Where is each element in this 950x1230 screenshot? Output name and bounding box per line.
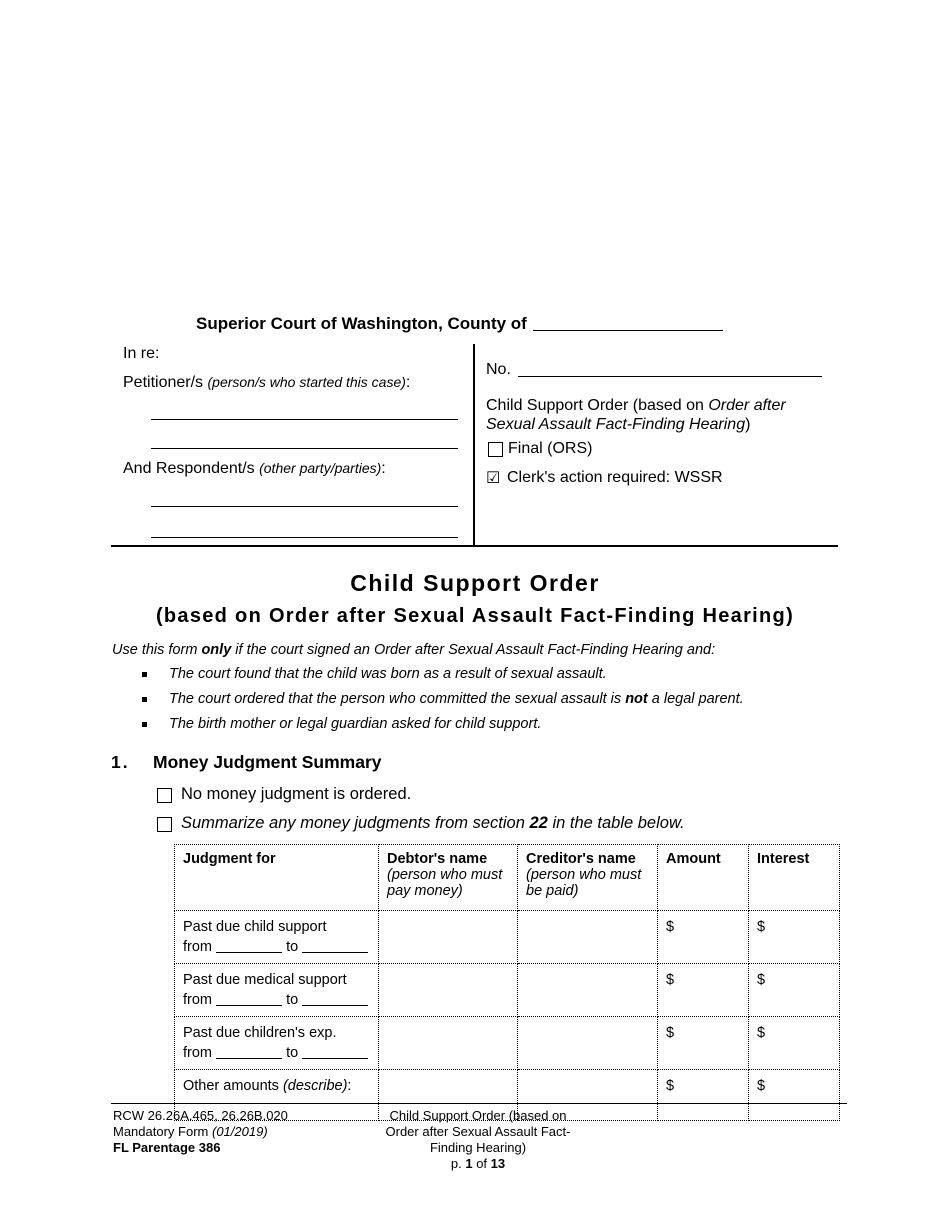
to-date-field[interactable] (302, 938, 368, 953)
judgment-for-cell: Past due child support from to (175, 911, 379, 964)
instruction-bullet-2: The court ordered that the person who committed the sexual assault is not a legal parent. (169, 691, 744, 707)
petitioner-label: Petitioner/s (person/s who started this case): (123, 374, 411, 391)
court-header: Superior Court of Washington, County of (196, 314, 723, 334)
caption-bottom-rule (111, 545, 838, 547)
creditor-cell[interactable] (518, 964, 658, 1017)
table-row (175, 1017, 840, 1070)
interest-cell[interactable]: $ (749, 964, 840, 1017)
clerk-action-label: Clerk's action required: WSSR (507, 469, 723, 486)
caption-divider (473, 344, 475, 547)
judgment-for-cell: Past due children's exp. from to (175, 1017, 379, 1070)
checked-checkbox-icon[interactable]: ☑ (486, 470, 501, 487)
amount-cell[interactable]: $ (658, 964, 749, 1017)
instruction-bullet-3: The birth mother or legal guardian asked for child support. (169, 716, 542, 732)
table-header-row (175, 845, 840, 911)
no-money-judgment-label: No money judgment is ordered. (181, 785, 412, 803)
respondent-line-1[interactable] (151, 506, 458, 507)
summarize-judgments-label: Summarize any money judgments from section 22 in the table below. (181, 814, 685, 832)
amount-cell[interactable]: $ (658, 911, 749, 964)
footer-rule (111, 1103, 847, 1104)
case-number-label: No. (486, 361, 511, 378)
footer-form-info: RCW 26.26A.465, 26.26B.020 Mandatory Form (01/2019) FL Parentage 386 (113, 1108, 288, 1155)
instruction-bullet-1: The court found that the child was born as a result of sexual assault. (169, 666, 607, 682)
interest-cell[interactable]: $ (749, 911, 840, 964)
table-row (175, 911, 840, 964)
amount-cell[interactable]: $ (658, 1017, 749, 1070)
to-date-field[interactable] (302, 991, 368, 1006)
summarize-judgments-checkbox[interactable] (157, 817, 172, 832)
respondent-line-2[interactable] (151, 537, 458, 538)
table-row (175, 964, 840, 1017)
judgment-for-cell: Past due medical support from to (175, 964, 379, 1017)
col-debtor: Debtor's name (person who must pay money) (379, 845, 518, 911)
final-ors-label: Final (ORS) (508, 440, 593, 457)
money-judgment-table (174, 844, 840, 1121)
col-judgment-for: Judgment for (175, 845, 379, 911)
footer-form-title: Child Support Order (based on Order after Sexual Assault Fact- Finding Hearing) p. 1 of 13 (358, 1108, 598, 1172)
debtor-cell[interactable] (379, 964, 518, 1017)
debtor-cell[interactable] (379, 1017, 518, 1070)
bullet-icon (142, 672, 147, 677)
col-creditor: Creditor's name (person who must be paid) (518, 845, 658, 911)
usage-instructions: Use this form only if the court signed an Order after Sexual Assault Fact-Finding Hearing and: (112, 642, 716, 658)
respondent-label: And Respondent/s (other party/parties): (123, 460, 386, 477)
case-number-field[interactable] (518, 376, 822, 377)
petitioner-line-1[interactable] (151, 419, 458, 420)
from-date-field[interactable] (216, 938, 282, 953)
judgment-for-cell: Other amounts (describe): (175, 1070, 379, 1121)
amount-cell[interactable]: $ (658, 1070, 749, 1121)
creditor-cell[interactable] (518, 1017, 658, 1070)
final-ors-checkbox[interactable] (488, 442, 503, 457)
bullet-icon (142, 697, 147, 702)
no-money-judgment-checkbox[interactable] (157, 788, 172, 803)
section-1-heading: 1. Money Judgment Summary (111, 752, 382, 772)
interest-cell[interactable]: $ (749, 1070, 840, 1121)
page-number: p. 1 of 13 (450, 1156, 506, 1171)
col-amount: Amount (658, 845, 749, 911)
from-date-field[interactable] (216, 991, 282, 1006)
interest-cell[interactable]: $ (749, 1017, 840, 1070)
col-interest: Interest (749, 845, 840, 911)
document-title: Child Support Order (350, 570, 600, 596)
creditor-cell[interactable] (518, 911, 658, 964)
to-date-field[interactable] (302, 1044, 368, 1059)
from-date-field[interactable] (216, 1044, 282, 1059)
document-subtitle: (based on Order after Sexual Assault Fact-Finding Hearing) (155, 605, 795, 627)
county-field[interactable] (533, 330, 723, 331)
bullet-icon (142, 722, 147, 727)
petitioner-line-2[interactable] (151, 448, 458, 449)
form-title-caption: Child Support Order (based on Order after Sexual Assault Fact-Finding Hearing) (486, 397, 786, 433)
debtor-cell[interactable] (379, 911, 518, 964)
in-re-label: In re: (123, 345, 160, 362)
